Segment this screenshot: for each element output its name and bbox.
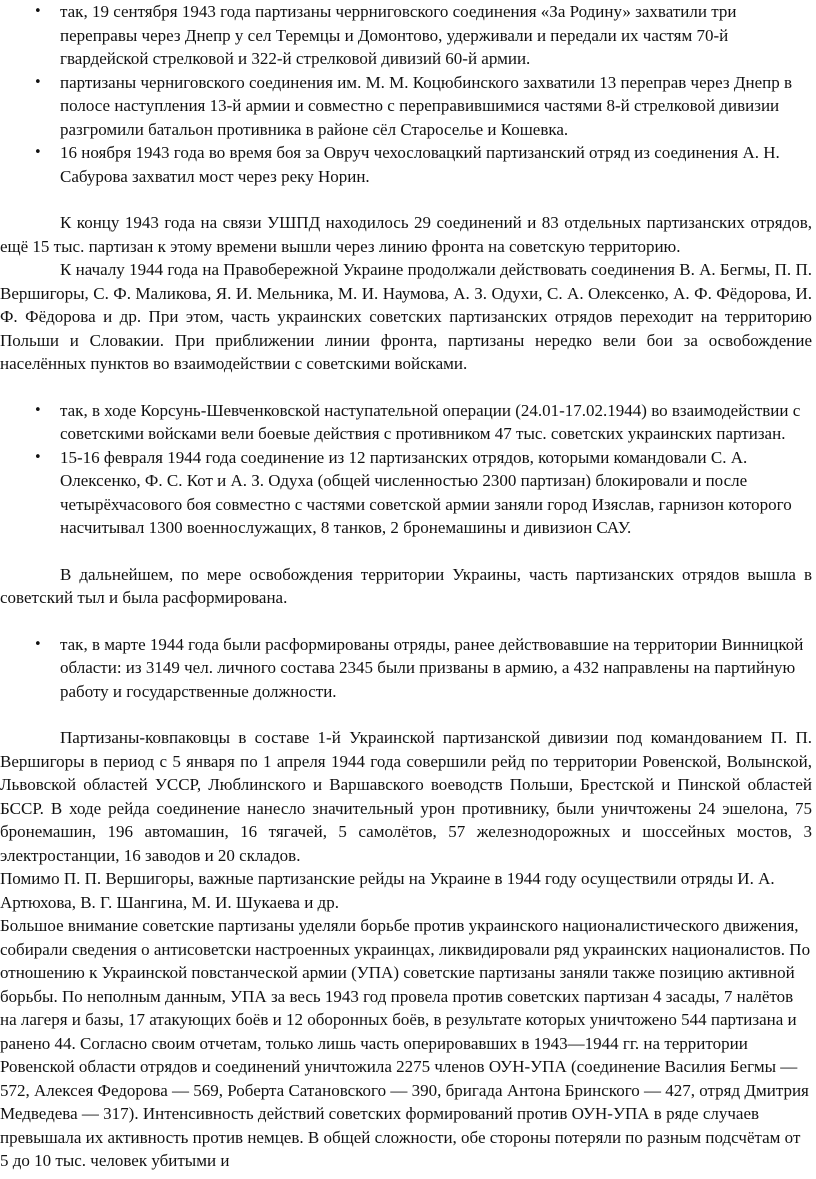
paragraph-kovpak-raid: Партизаны-ковпаковцы в составе 1-й Украинской партизанской дивизии под командованием П. П. Вершигоры в период с 5 января по 1 апреля 1944 года совершили рейд по территории Ровенской, Волынской, Львовской областей УССР, Люблинского и Варшавского воеводств Польши, Брестской и Пинской областей БССР. В ходе рейда соединение нанесло значительный урон противнику, были уничтожены 24 эшелона, 75 бронемашин, 196 автомашин, 16 тягачей, 5 самолётов, 57 железнодорожных и шоссейных мостов, 3 электростанции, 16 заводов и 20 складов. [0,728,812,865]
list-item: • так, в марте 1944 года были расформированы отряды, ранее действовавшие на территории Винницкой области: из 3149 чел. личного состава 2345 были призваны в армию, а 432 направлены на партийную работу и государственные должности. [0,633,816,704]
bullet-list-vinnitsa [0,633,816,704]
list-item: • 15-16 февраля 1944 года соединение из 12 партизанских отрядов, которыми командовали С. А. Олексенко, Ф. С. Кот и А. З. Одуха (общей численностью 2300 партизан) блокировали и после четырёхчасового боя совместно с частями советской армии заняли город Изяслав, гарнизон которого насчитывал 1300 военнослужащих, 8 танков, 2 бронемашины и дивизион САУ. [0,446,816,540]
spacer [0,610,816,633]
spacer [0,188,816,211]
paragraph-upa-struggle: Большое внимание советские партизаны уделяли борьбе против украинского националистического движения, собирали сведения о антисоветски настроенных украинцах, ликвидировали ряд украинских националистов. По отношению к Украинской повстанческой армии (УПА) советские партизаны заняли также позицию активной борьбы. По неполным данным, УПА за весь 1943 год провела против советских партизан 4 засады, 7 налётов на лагеря и базы, 17 атакующих боёв и 12 оборонных боёв, в результате которых уничтожено 544 партизана и ранено 44. Согласно своим отчетам, только лишь часть оперировавших в 1943—1944 гг. на территории Ровенской области отрядов и соединений уничтожила 2275 членов ОУН-УПА (соединение Василия Бегмы — 572, Алексея Федорова — 569, Роберта Сатановского — 390, бригада Антона Бринского — 427, отряд Дмитрия Медведева — 317). Интенсивность действий советских формирований против ОУН-УПА в ряде случаев превышала их активность против немцев. В общей сложности, обе стороны потеряли по разным подсчётам от 5 до 10 тыс. человек убитыми и [0,916,811,1170]
spacer [0,376,816,399]
spacer [0,540,816,563]
paragraph-end-1943: К концу 1943 года на связи УШПД находилось 29 соединений и 83 отдельных партизанских отрядов, ещё 15 тыс. партизан к этому времени вышли через линию фронта на советскую территорию. [0,213,812,256]
paragraph-disbanding: В дальнейшем, по мере освобождения территории Украины, часть партизанских отрядов вышла в советский тыл и была расформирована. [0,564,812,607]
list-item: • так, 19 сентября 1943 года партизаны черрниговского соединения «За Родину» захватили три переправы через Днепр у сел Теремцы и Домонтово, удерживали и передали их частям 70-й гвардейской стрелковой и 322-й стрелковой дивизий 60-й армии. [0,0,816,71]
paragraph-start-1944: К началу 1944 года на Правобережной Украине продолжали действовать соединения В. А. Бегмы, П. П. Вершигоры, С. Ф. Маликова, Я. И. Мельника, М. И. Наумова, А. З. Одухи, С. А. Олексенко, А. Ф. Фёдорова, И. Ф. Фёдорова и др. При этом, часть украинских советских партизанских отрядов переходит на территорию Польши и Словакии. При приближении линии фронта, партизаны нередко вели бои за освобождение населённых пунктов во взаимодействии с советскими войсками. [0,260,812,373]
list-item: • 16 ноября 1943 года во время боя за Овруч чехословацкий партизанский отряд из соединения А. Н. Сабурова захватил мост через реку Норин. [0,141,816,188]
bullet-list-1944-operations [0,399,816,540]
paragraph-other-raids: Помимо П. П. Вершигоры, важные партизанские рейды на Украине в 1944 году осуществили отряды И. А. Артюхова, В. Г. Шангина, М. И. Шукаева и др. [0,869,775,912]
list-item: • партизаны черниговского соединения им. М. М. Коцюбинского захватили 13 переправ через Днепр в полосе наступления 13-й армии и совместно с переправившимися частями 8-й стрелковой дивизии разгромили батальон противника в районе сёл Староселье и Кошевка. [0,71,816,142]
spacer [0,703,816,726]
list-item: • так, в ходе Корсунь-Шевченковской наступательной операции (24.01-17.02.1944) во взаимодействии с советскими войсками вели боевые действия с противником 47 тыс. советских украинских партизан. [0,399,816,446]
bullet-list-1943-crossings [0,0,816,188]
